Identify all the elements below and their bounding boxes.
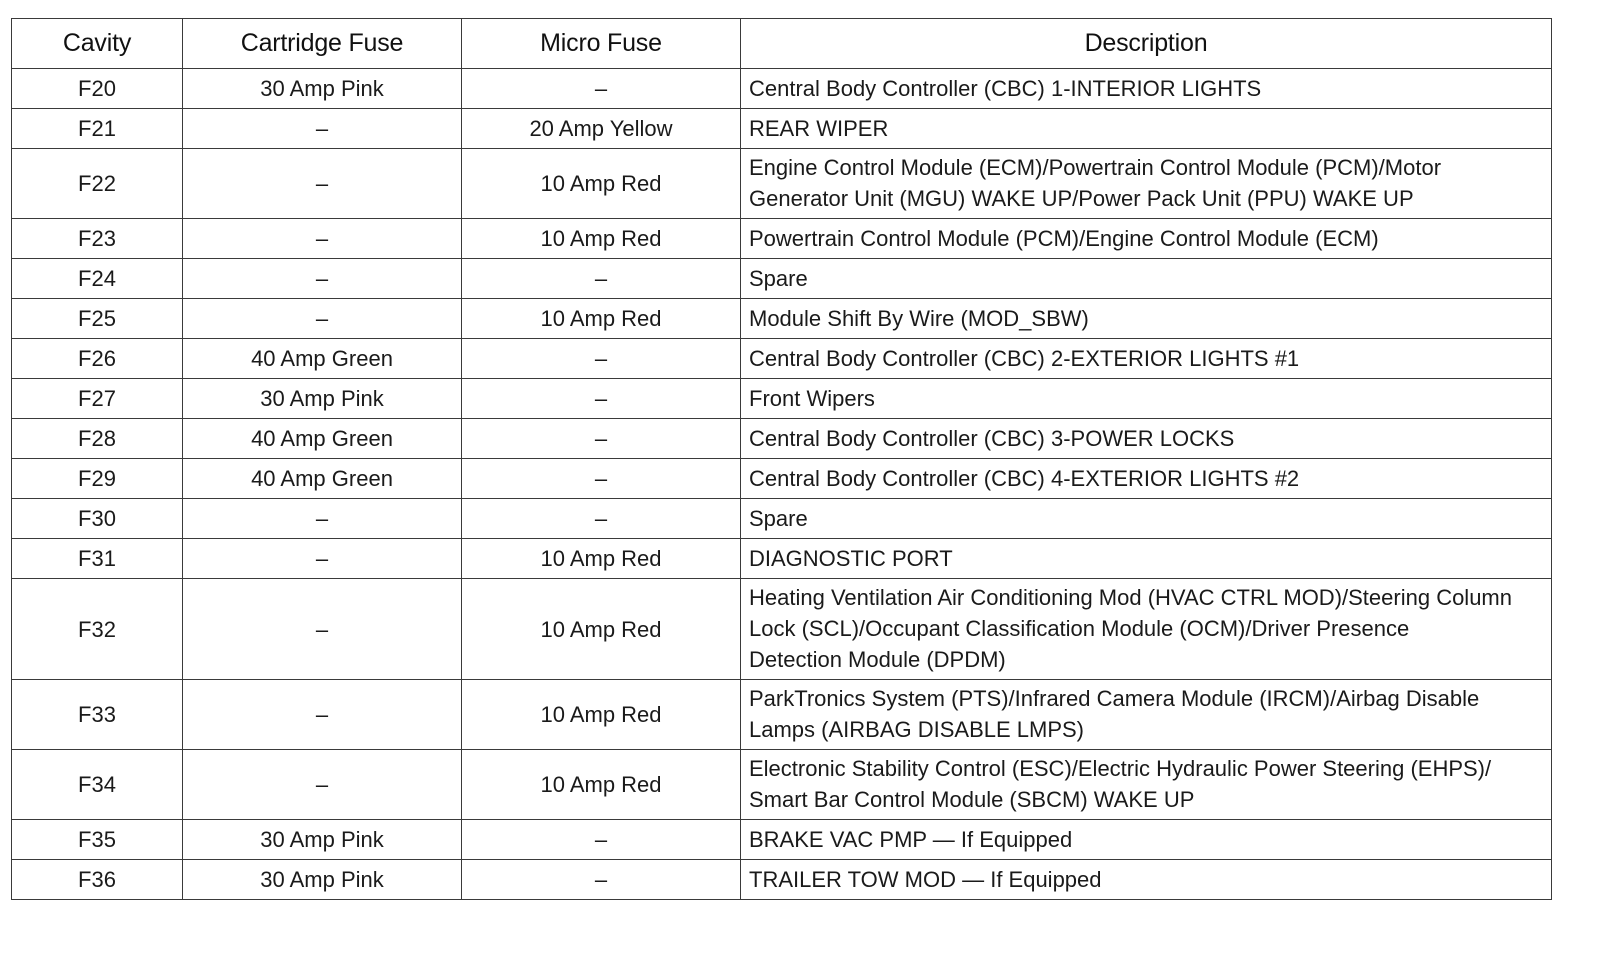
cavity-cell: F35 — [12, 820, 183, 860]
cartridge-fuse-cell: 40 Amp Green — [183, 339, 462, 379]
table-row — [12, 219, 1552, 259]
description-cell: DIAGNOSTIC PORT — [741, 539, 1552, 579]
micro-fuse-cell: – — [462, 820, 741, 860]
cavity-cell: F34 — [12, 750, 183, 820]
header-cavity: Cavity — [12, 19, 183, 69]
table-row — [12, 69, 1552, 109]
header-cartridge-fuse: Cartridge Fuse — [183, 19, 462, 69]
table-row — [12, 680, 1552, 750]
cartridge-fuse-cell: – — [183, 299, 462, 339]
cavity-cell: F21 — [12, 109, 183, 149]
cavity-cell: F26 — [12, 339, 183, 379]
cartridge-fuse-cell: – — [183, 259, 462, 299]
micro-fuse-cell: – — [462, 379, 741, 419]
table-row — [12, 259, 1552, 299]
description-cell: Central Body Controller (CBC) 3-POWER LOCKS — [741, 419, 1552, 459]
table-row — [12, 339, 1552, 379]
micro-fuse-cell: 10 Amp Red — [462, 539, 741, 579]
description-cell — [741, 750, 1552, 820]
table-row — [12, 109, 1552, 149]
description-cell: Front Wipers — [741, 379, 1552, 419]
cavity-cell: F36 — [12, 860, 183, 900]
description-cell — [741, 680, 1552, 750]
cartridge-fuse-cell: – — [183, 219, 462, 259]
cartridge-fuse-cell: 30 Amp Pink — [183, 860, 462, 900]
micro-fuse-cell: – — [462, 339, 741, 379]
table-header-row — [12, 19, 1552, 69]
cavity-cell: F25 — [12, 299, 183, 339]
cartridge-fuse-cell: – — [183, 680, 462, 750]
cartridge-fuse-cell: – — [183, 109, 462, 149]
cartridge-fuse-cell: – — [183, 539, 462, 579]
micro-fuse-cell: 10 Amp Red — [462, 149, 741, 219]
table-row — [12, 299, 1552, 339]
cartridge-fuse-cell: 40 Amp Green — [183, 419, 462, 459]
micro-fuse-cell: 10 Amp Red — [462, 579, 741, 680]
description-cell — [741, 579, 1552, 680]
micro-fuse-cell: – — [462, 860, 741, 900]
description-line: Heating Ventilation Air Conditioning Mod (HVAC CTRL MOD)/Steering Column — [749, 585, 1512, 610]
table-row — [12, 149, 1552, 219]
description-line: Smart Bar Control Module (SBCM) WAKE UP — [749, 787, 1195, 812]
description-line: Lamps (AIRBAG DISABLE LMPS) — [749, 717, 1084, 742]
micro-fuse-cell: – — [462, 69, 741, 109]
description-line: Detection Module (DPDM) — [749, 647, 1006, 672]
cartridge-fuse-cell: 30 Amp Pink — [183, 69, 462, 109]
micro-fuse-cell: – — [462, 459, 741, 499]
description-cell: Spare — [741, 259, 1552, 299]
description-cell — [741, 149, 1552, 219]
cavity-cell: F24 — [12, 259, 183, 299]
description-cell: BRAKE VAC PMP — If Equipped — [741, 820, 1552, 860]
cartridge-fuse-cell: – — [183, 750, 462, 820]
table-row — [12, 499, 1552, 539]
cavity-cell: F22 — [12, 149, 183, 219]
table-row — [12, 459, 1552, 499]
micro-fuse-cell: 20 Amp Yellow — [462, 109, 741, 149]
description-line: Engine Control Module (ECM)/Powertrain Control Module (PCM)/Motor — [749, 155, 1442, 180]
cartridge-fuse-cell: – — [183, 499, 462, 539]
micro-fuse-cell: – — [462, 419, 741, 459]
cavity-cell: F32 — [12, 579, 183, 680]
description-cell: Central Body Controller (CBC) 2-EXTERIOR LIGHTS #1 — [741, 339, 1552, 379]
description-line: Lock (SCL)/Occupant Classification Module (OCM)/Driver Presence — [749, 616, 1410, 641]
cartridge-fuse-cell: 40 Amp Green — [183, 459, 462, 499]
header-description: Description — [741, 19, 1552, 69]
cavity-cell: F29 — [12, 459, 183, 499]
description-cell: Spare — [741, 499, 1552, 539]
cavity-cell: F23 — [12, 219, 183, 259]
description-cell: Powertrain Control Module (PCM)/Engine Control Module (ECM) — [741, 219, 1552, 259]
description-cell: Central Body Controller (CBC) 4-EXTERIOR LIGHTS #2 — [741, 459, 1552, 499]
cavity-cell: F33 — [12, 680, 183, 750]
table-row — [12, 379, 1552, 419]
description-line: Electronic Stability Control (ESC)/Electric Hydraulic Power Steering (EHPS)/ — [749, 756, 1492, 781]
cartridge-fuse-cell: – — [183, 149, 462, 219]
table-row — [12, 579, 1552, 680]
table-row — [12, 539, 1552, 579]
description-line: ParkTronics System (PTS)/Infrared Camera Module (IRCM)/Airbag Disable — [749, 686, 1480, 711]
micro-fuse-cell: 10 Amp Red — [462, 680, 741, 750]
micro-fuse-cell: – — [462, 499, 741, 539]
description-line: Generator Unit (MGU) WAKE UP/Power Pack Unit (PPU) WAKE UP — [749, 186, 1414, 211]
table-row — [12, 419, 1552, 459]
description-cell: TRAILER TOW MOD — If Equipped — [741, 860, 1552, 900]
cavity-cell: F31 — [12, 539, 183, 579]
micro-fuse-cell: 10 Amp Red — [462, 750, 741, 820]
description-cell: REAR WIPER — [741, 109, 1552, 149]
fuse-table — [11, 18, 1552, 900]
cavity-cell: F20 — [12, 69, 183, 109]
table-row — [12, 860, 1552, 900]
table-row — [12, 750, 1552, 820]
header-micro-fuse: Micro Fuse — [462, 19, 741, 69]
cavity-cell: F27 — [12, 379, 183, 419]
cartridge-fuse-cell: 30 Amp Pink — [183, 379, 462, 419]
table-row — [12, 820, 1552, 860]
description-cell: Central Body Controller (CBC) 1-INTERIOR LIGHTS — [741, 69, 1552, 109]
micro-fuse-cell: 10 Amp Red — [462, 219, 741, 259]
description-cell: Module Shift By Wire (MOD_SBW) — [741, 299, 1552, 339]
cavity-cell: F30 — [12, 499, 183, 539]
micro-fuse-cell: 10 Amp Red — [462, 299, 741, 339]
micro-fuse-cell: – — [462, 259, 741, 299]
cartridge-fuse-cell: – — [183, 579, 462, 680]
cartridge-fuse-cell: 30 Amp Pink — [183, 820, 462, 860]
cavity-cell: F28 — [12, 419, 183, 459]
